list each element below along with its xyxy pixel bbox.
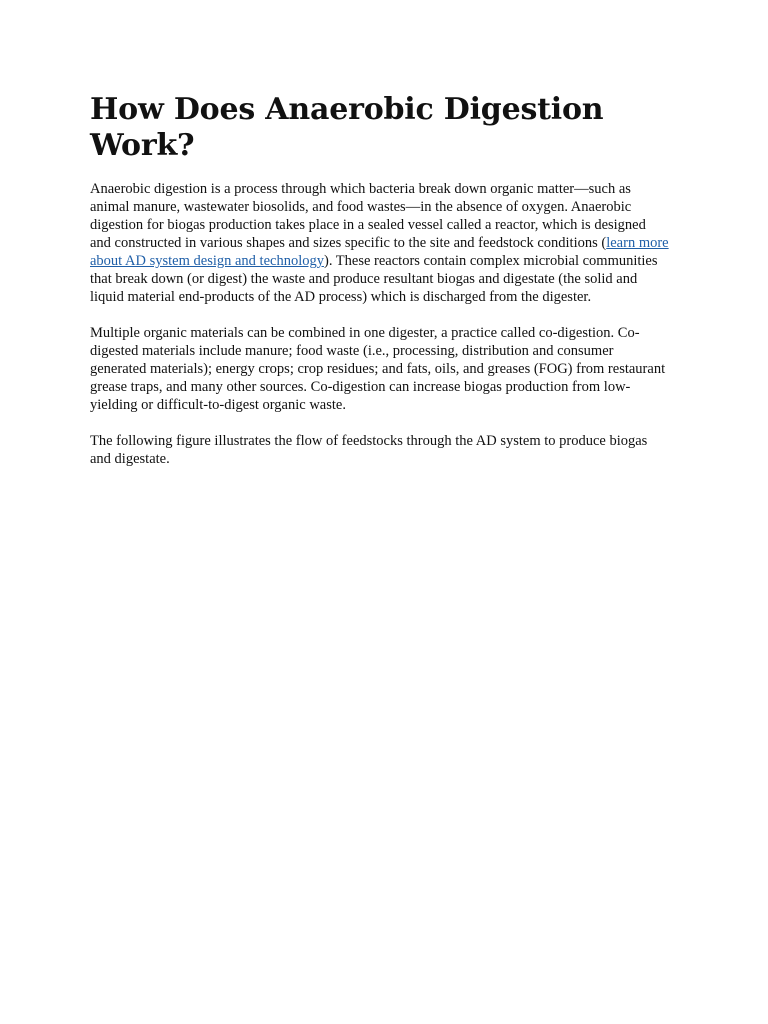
intro-text-before-link: Anaerobic digestion is a process through which bacteria break down organic matter—such as animal manure, wastewater biosolids, and food wastes—in the absence of oxygen. Anaerobic digestion for biogas production takes place in a sealed vessel called a reactor, which is designed and constructed in various shapes and sizes specific to the site and feedstock conditions ( xyxy=(90,181,646,251)
article-body xyxy=(90,92,670,486)
intro-text-after-link: ). These reactors contain complex microbial communities that break down (or digest) the waste and produce resultant biogas and digestate (the solid and liquid material end-products of the AD process) which is discharged from the digester. xyxy=(90,253,658,305)
figure-intro-paragraph: The following figure illustrates the flow of feedstocks through the AD system to produce biogas and digestate. xyxy=(90,433,648,467)
co-digestion-paragraph: Multiple organic materials can be combined in one digester, a practice called co-digestion. Co-digested materials include manure; food waste (i.e., processing, distribution and consumer generated materials); energy crops; crop residues; and fats, oils, and greases (FOG) from restaurant grease traps, and many other sources. Co-digestion can increase biogas production from low-yielding or difficult-to-digest organic waste. xyxy=(90,325,666,413)
intro-paragraph xyxy=(90,180,670,306)
ad-system-design-link[interactable]: learn more about AD system design and technology xyxy=(90,235,669,269)
page-title: How Does Anaerobic Digestion Work? xyxy=(90,92,604,163)
